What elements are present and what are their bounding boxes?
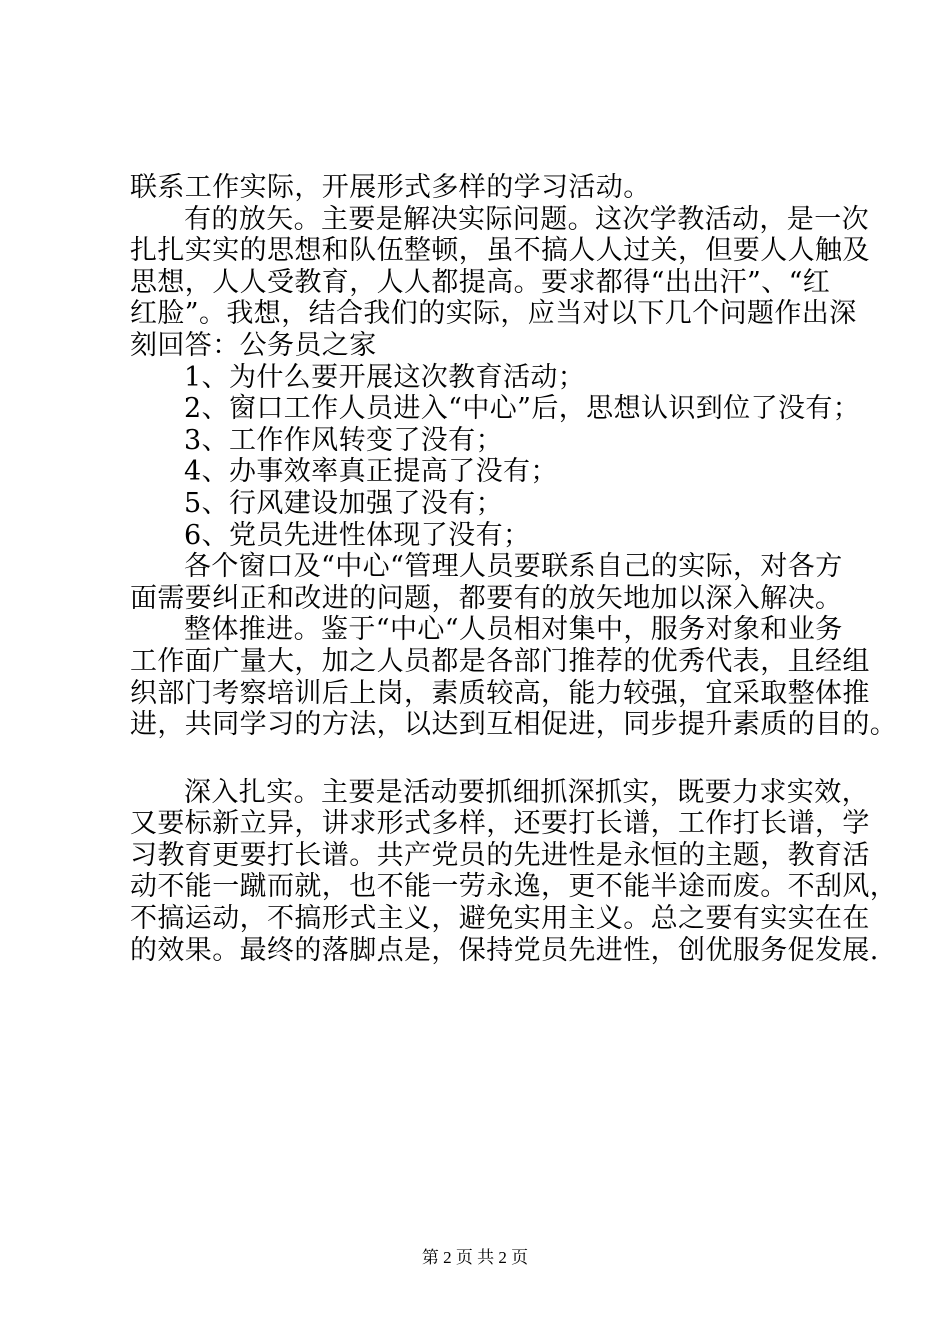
paragraph-line: 联系工作实际，开展形式多样的学习活动。 [130, 172, 651, 203]
question-item: 6、党员先进性体现了没有； [184, 519, 531, 551]
paragraph-line: 工作面广量大，加之人员都是各部门推荐的优秀代表，且经组 [130, 645, 870, 677]
paragraph-line: 的效果。最终的落脚点是，保持党员先进性，创优服务促发展. [130, 934, 879, 966]
paragraph-line: 扎扎实实的思想和队伍整顿，虽不搞人人过关，但要人人触及 [130, 235, 870, 267]
paragraph-line: 整体推进。鉴于“中心“人员相对集中，服务对象和业务 [184, 614, 843, 646]
question-item: 1、为什么要开展这次教育活动； [184, 361, 586, 393]
paragraph-line: 又要标新立异，讲求形式多样，还要打长谱，工作打长谱，学 [130, 808, 870, 840]
paragraph-line: 各个窗口及“中心“管理人员要联系自己的实际，对各方 [184, 551, 843, 583]
paragraph-line: 深入扎实。主要是活动要抓细抓深抓实，既要力求实效， [184, 776, 869, 808]
paragraph-line: 动不能一蹴而就，也不能一劳永逸，更不能半途而废。不刮风， [130, 871, 898, 903]
question-item: 2、窗口工作人员进入“中心”后，思想认识到位了没有； [184, 393, 861, 425]
paragraph-line: 思想，人人受教育，人人都提高。要求都得“出出汗”、“红 [130, 266, 831, 298]
paragraph-line: 红脸”。我想，结合我们的实际，应当对以下几个问题作出深 [130, 298, 857, 330]
question-item: 4、办事效率真正提高了没有； [184, 456, 558, 488]
page-footer: 第 2 页 共 2 页 [421, 1248, 529, 1267]
paragraph-line: 进，共同学习的方法，以达到互相促进，同步提升素质的目的。 [130, 709, 898, 741]
paragraph-spacer [130, 741, 830, 777]
document-body [130, 172, 898, 966]
paragraph-line: 有的放矢。主要是解决实际问题。这次学教活动，是一次 [184, 203, 869, 235]
paragraph-line: 不搞运动，不搞形式主义，避免实用主义。总之要有实实在在 [130, 903, 870, 935]
paragraph-line: 习教育更要打长谱。共产党员的先进性是永恒的主题，教育活 [130, 839, 870, 871]
question-item: 5、行风建设加强了没有； [184, 487, 503, 519]
paragraph-line: 织部门考察培训后上岗，素质较高，能力较强，宜采取整体推 [130, 677, 870, 709]
question-item: 3、工作作风转变了没有； [184, 424, 503, 456]
paragraph-line: 刻回答：公务员之家 [130, 329, 377, 361]
paragraph-line: 面需要纠正和改进的问题，都要有的放矢地加以深入解决。 [130, 582, 843, 614]
